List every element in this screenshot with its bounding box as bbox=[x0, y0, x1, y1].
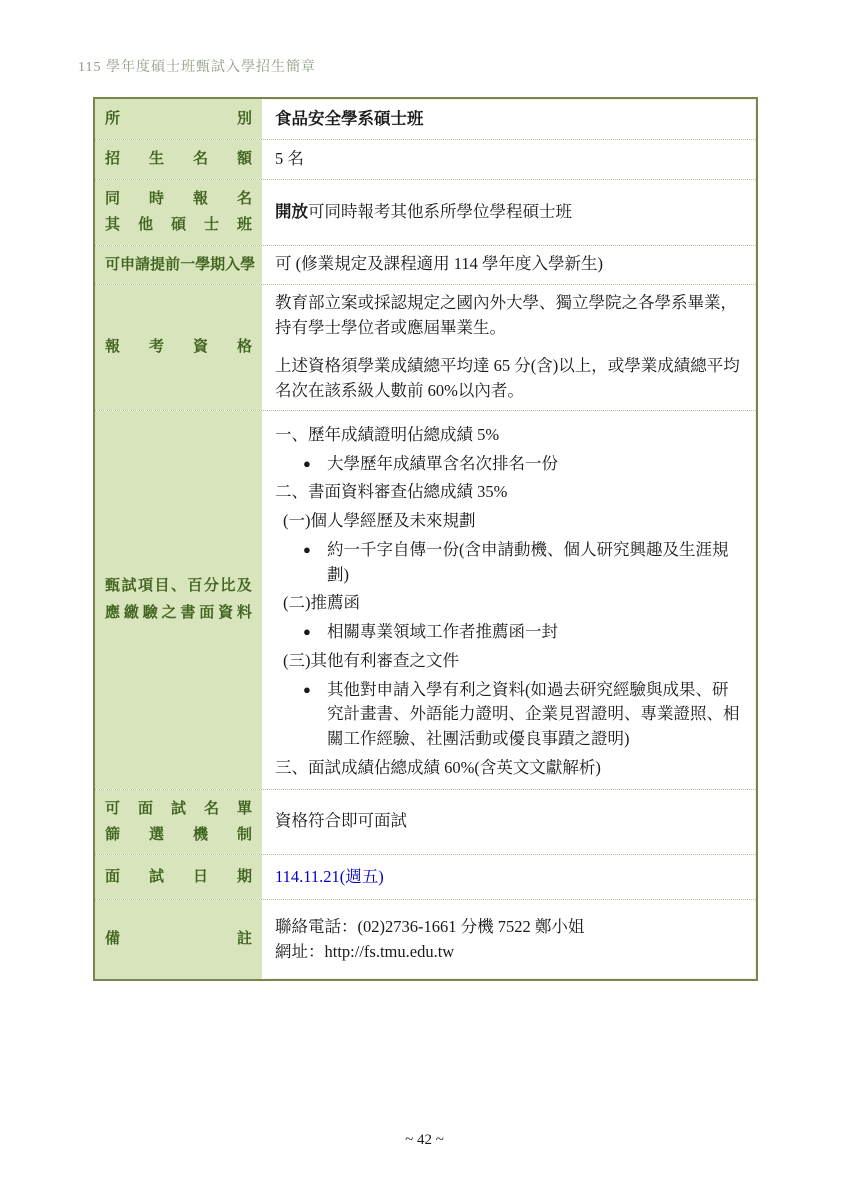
remarks-phone-line: 聯絡電話：(02)2736-1661 分機 7522 鄭小姐 bbox=[275, 916, 585, 936]
row-label-eligibility: 報 考 資 格 bbox=[95, 285, 265, 410]
concurrent-value-rest: 可同時報考其他系所學位學程碩士班 bbox=[308, 201, 572, 221]
row-label-early-entry: 可 申 請 提 前 一 學 期 入 學 bbox=[95, 246, 265, 284]
bullet-icon: ● bbox=[303, 541, 311, 557]
remarks-url-line: 網址：http://fs.tmu.edu.tw bbox=[275, 941, 455, 961]
exam-item-bullet-line: ● 相關專業領域工作者推薦函一封 bbox=[275, 620, 744, 645]
exam-item-sub-line: (三)其他有利審查之文件 bbox=[283, 650, 459, 670]
bullet-icon: ● bbox=[303, 681, 311, 697]
table-row-quota bbox=[95, 139, 756, 179]
department-name: 食品安全學系碩士班 bbox=[275, 108, 424, 128]
row-label-interview-date: 面 試 日 期 bbox=[95, 855, 265, 899]
eligibility-paragraph: 教育部立案或採認規定之國內外大學、獨立學院之各學系畢業，持有學士學位者或應屆畢業生。 bbox=[275, 292, 737, 337]
row-label-shortlist: 可 面 試 名 單 篩 選 機 制 bbox=[95, 790, 265, 855]
quota-value: 5 名 bbox=[275, 149, 304, 169]
row-value-department bbox=[265, 99, 756, 139]
row-value-remarks bbox=[265, 900, 756, 979]
row-label-concurrent: 同 時 報 名 其 他 碩 士 班 bbox=[95, 180, 265, 245]
row-value-interview-date bbox=[265, 855, 756, 899]
exam-item-bullet-line: ● 其他對申請入學有利之資料(如過去研究經驗與成果、研究計畫書、外語能力證明、企業見習證明、專業證照、相關工作經驗、社團活動或優良事蹟之證明) bbox=[275, 678, 744, 752]
row-value-quota bbox=[265, 140, 756, 179]
early-entry-value: 可 (修業規定及課程適用 114 學年度入學新生) bbox=[275, 254, 604, 274]
table-row-department bbox=[95, 99, 756, 139]
exam-item-sub-line: (一)個人學經歷及未來規劃 bbox=[283, 511, 476, 530]
row-label-department: 所 別 bbox=[95, 99, 265, 139]
concurrent-value bbox=[275, 200, 744, 225]
table-row-eligibility bbox=[95, 284, 756, 410]
row-label-exam-items: 甄 試 項 目 、 百 分 比 及 應 繳 驗 之 書 面 資 料 bbox=[95, 411, 265, 789]
exam-item-line: 三、面試成績佔總成績 60%(含英文文獻解析) bbox=[275, 757, 601, 777]
exam-item-sub-line: (二)推薦函 bbox=[283, 593, 360, 613]
row-value-concurrent bbox=[265, 180, 756, 245]
admission-info-table bbox=[93, 97, 758, 981]
row-value-shortlist bbox=[265, 790, 756, 855]
document-title: 115 學年度碩士班甄試入學招生簡章 bbox=[78, 60, 316, 75]
exam-item-line: 二、書面資料審查佔總成績 35% bbox=[275, 482, 508, 502]
table-row-concurrent bbox=[95, 179, 756, 245]
bullet-icon: ● bbox=[303, 455, 311, 471]
row-value-exam-items bbox=[265, 411, 756, 789]
exam-item-bullet-line: ● 大學歷年成績單含名次排名一份 bbox=[275, 452, 744, 477]
table-row-exam-items bbox=[95, 410, 756, 789]
shortlist-value: 資格符合即可面試 bbox=[275, 811, 407, 831]
interview-date-value: 114.11.21(週五) bbox=[275, 866, 384, 886]
eligibility-paragraph: 上述資格須學業成績總平均達 65 分(含)以上，或學業成績總平均名次在該系級人數前 60%以內者。 bbox=[275, 356, 740, 400]
page-number: ~ 42 ~ bbox=[405, 1132, 444, 1148]
table-row-remarks bbox=[95, 899, 756, 979]
row-value-eligibility bbox=[265, 285, 756, 410]
row-label-quota: 招 生 名 額 bbox=[95, 140, 265, 179]
row-value-early-entry bbox=[265, 246, 756, 284]
table-row-shortlist bbox=[95, 789, 756, 855]
concurrent-value-bold: 開放 bbox=[275, 201, 308, 221]
table-row-early-entry bbox=[95, 245, 756, 284]
bullet-icon: ● bbox=[303, 624, 311, 639]
exam-item-line: 一、歷年成績證明佔總成績 5% bbox=[275, 424, 500, 444]
exam-item-bullet-line: ● 約一千字自傳一份(含申請動機、個人研究興趣及生涯規劃) bbox=[275, 538, 744, 588]
row-label-remarks: 備 註 bbox=[95, 900, 265, 979]
table-row-interview-date bbox=[95, 854, 756, 899]
